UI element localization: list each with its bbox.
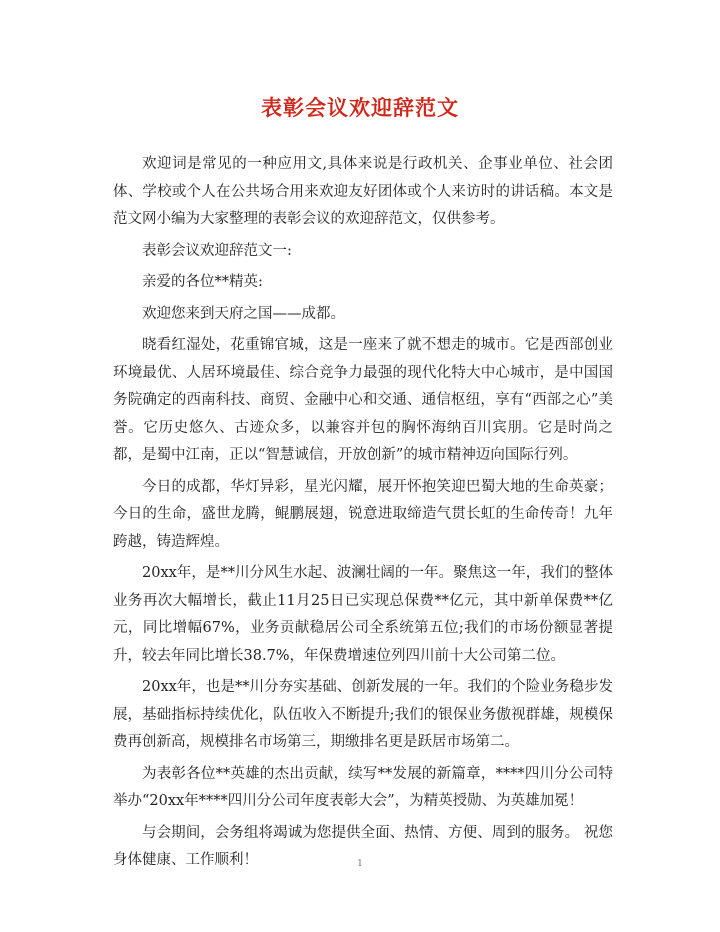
page-number: 1 bbox=[357, 859, 363, 869]
document-title: 表彰会议欢迎辞范文 bbox=[261, 95, 459, 120]
paragraph: 20xx年，是**川分风生水起、波澜壮阔的一年。聚焦这一年，我们的整体业务再次大幅增长，截止11月25日已实现总保费**亿元，其中新单保费**亿元，同比增幅67%，业务贡献稳居公司全系统第五位;我们的市场份额显著提升，较去年同比增长38.7%，年保费增速位列四川前十大公司第二位。 bbox=[113, 565, 613, 664]
paragraph: 欢迎您来到天府之国——成都。 bbox=[142, 305, 345, 322]
paragraph: 晓看红湿处，花重锦官城，这是一座来了就不想走的城市。它是西部创业环境最优、人居环境最佳、综合竞争力最强的现代化特大中心城市，是中国国务院确定的西南科技、商贸、金融中心和交通、通信枢纽，享有“西部之心”美誉。它历史悠久、古迹众多，以兼容并包的胸怀海纳百川宾朋。它是时尚之都，是蜀中江南，正以“智慧诚信，开放创新”的城市精神迈向国际行列。 bbox=[113, 337, 613, 463]
paragraph: 欢迎词是常见的一种应用文,具体来说是行政机关、企事业单位、社会团体、学校或个人在公共场合用来欢迎友好团体或个人来访时的讲话稿。本文是范文网小编为大家整理的表彰会议的欢迎辞范文，仅供参考。 bbox=[113, 156, 613, 227]
paragraph: 为表彰各位**英雄的杰出贡献，续写**发展的新篇章，****四川分公司特举办“20xx年****四川分公司年度表彰大会”，为精英授勋、为英雄加冕！ bbox=[113, 765, 613, 809]
document-body bbox=[113, 151, 613, 879]
paragraph: 与会期间，会务组将竭诚为您提供全面、热情、方便、周到的服务。 祝您身体健康、工作顺利！ bbox=[113, 824, 613, 868]
paragraph: 表彰会议欢迎辞范文一: bbox=[142, 242, 292, 259]
paragraph: 亲爱的各位**精英: bbox=[142, 274, 263, 290]
paragraph: 20xx年，也是**川分夯实基础、创新发展的一年。我们的个险业务稳步发展，基础指标持续优化，队伍收入不断提升;我们的银保业务傲视群雄，规模保费再创新高，规模排名市场第三，期缴排名更是跃居市场第二。 bbox=[113, 679, 613, 750]
paragraph: 今日的成都，华灯异彩，星光闪耀，展开怀抱笑迎巴蜀大地的生命英豪；今日的生命，盛世龙腾，鲲鹏展翅，锐意进取缔造气贯长虹的生命传奇！九年跨越，铸造辉煌。 bbox=[113, 478, 613, 550]
